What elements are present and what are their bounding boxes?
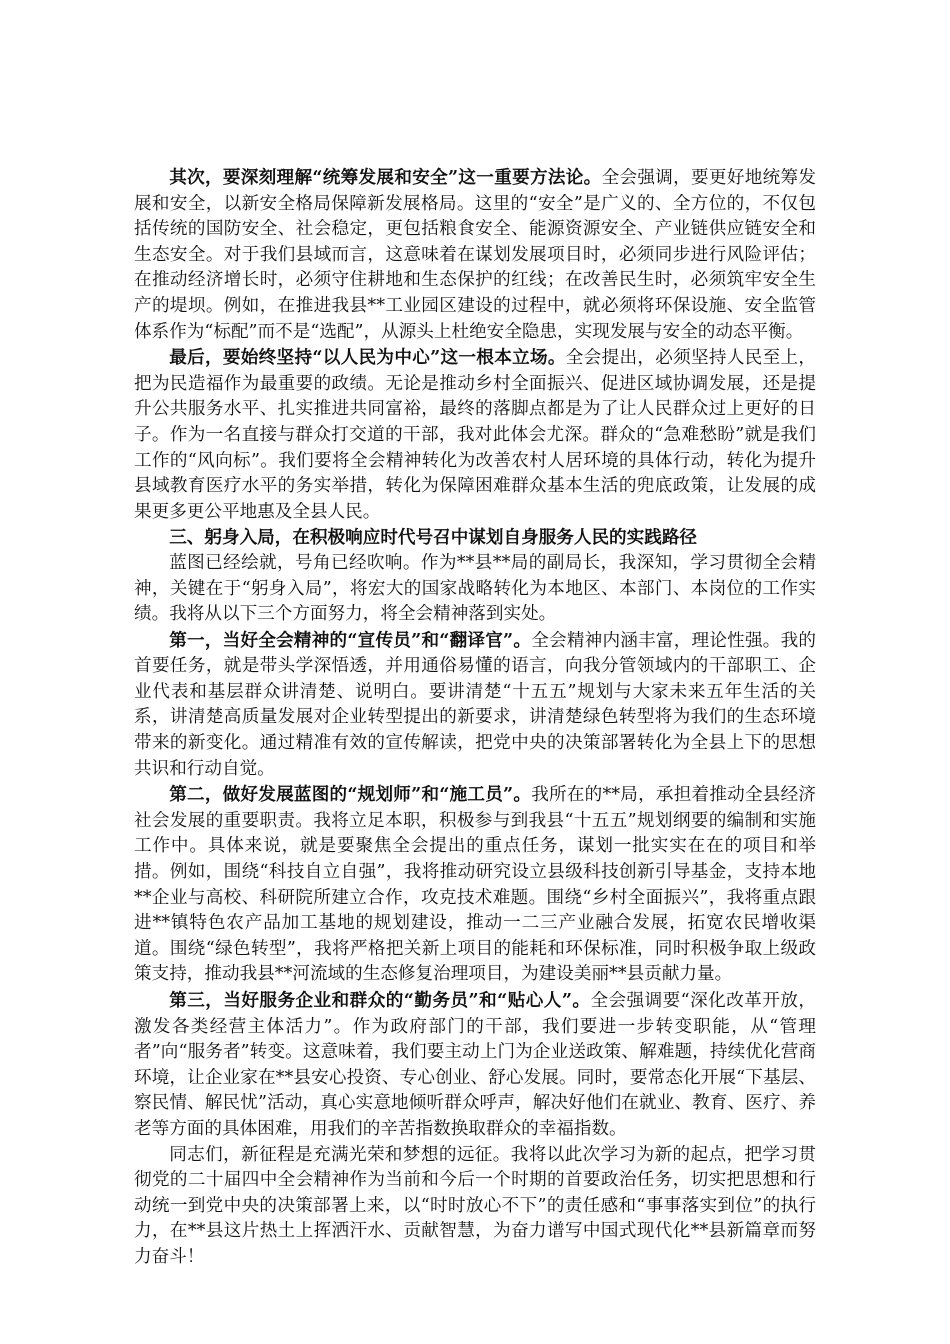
paragraph-finally: [134, 345, 816, 525]
paragraph-first: [134, 628, 816, 783]
paragraph-lead: 最后，要始终坚持“以人民为中心”这一根本立场。: [169, 347, 566, 369]
paragraph-body: 全会强调，要更好地统筹发展和安全，以新安全格局保障新发展格局。这里的“安全”是广义的、全方位的，不仅包括传统的国防安全、社会稳定，更包括粮食安全、能源资源安全、产业链供应链安全和生态安全。对于我们县域而言，这意味着在谋划发展项目时，必须同步进行风险评估；在推动经济增长时，必须守住耕地和生态保护的红线；在改善民生时，必须筑牢安全生产的堤坝。例如，在推进我县**工业园区建设的过程中，就必须将环保设施、安全监管体系作为“标配”而不是“选配”，从源头上杜绝安全隐患，实现发展与安全的动态平衡。: [134, 168, 816, 342]
paragraph-body: 同志们，新征程是充满光荣和梦想的远征。我将以此次学习为新的起点，把学习贯彻党的二十届四中全会精神作为当前和今后一个时期的首要政治任务，切实把思想和行动统一到党中央的决策部署上来，以“时时放心不下”的责任感和“事事落实到位”的执行力，在**县这片热土上挥洒汗水、贡献智慧，为奋力谱写中国式现代化**县新篇章而努力奋斗！: [134, 1144, 816, 1267]
paragraph-body: 全会精神内涵丰富，理论性强。我的首要任务，就是带头学深悟透，并用通俗易懂的语言，向我分管领域内的干部职工、企业代表和基层群众讲清楚、说明白。要讲清楚“十五五”规划与大家未来五年生活的关系，讲清楚高质量发展对企业转型提出的新要求，讲清楚绿色转型将为我们的生态环境带来的新变化。通过精准有效的宣传解读，把党中央的决策部署转化为全县上下的思想共识和行动自觉。: [134, 630, 816, 779]
paragraph-lead: 第一，当好全会精神的“宣传员”和“翻译官”。: [169, 629, 532, 651]
paragraph-body: 蓝图已经绘就，号角已经吹响。作为**县**局的副局长，我深知，学习贯彻全会精神，关键在于“躬身入局”，将宏大的国家战略转化为本地区、本部门、本岗位的工作实绩。我将从以下三个方面努力，将全会精神落到实处。: [134, 552, 816, 625]
paragraph-secondly: [134, 165, 816, 345]
paragraph-intro: [134, 551, 816, 628]
paragraph-lead: 第三，当好服务企业和群众的“勤务员”和“贴心人”。: [169, 990, 591, 1011]
paragraph-body: 全会强调要“深化改革开放，激发各类经营主体活力”。作为政府部门的干部，我们要进一步转变职能，从“管理者”向“服务者”转变。这意味着，我们要主动上门为企业送政策、解难题，持续优化营商环境，让企业家在**县安心投资、专心创业、舒心发展。同时，要常态化开展“下基层、察民情、解民忧”活动，真心实意地倾听群众呼声，解决好他们在就业、教育、医疗、养老等方面的具体困难，用我们的辛苦指数换取群众的幸福指数。: [134, 991, 817, 1139]
section-heading: 三、躬身入局，在积极响应时代号召中谋划自身服务人民的实践路径: [169, 527, 698, 549]
paragraph-lead: 第二，做好发展蓝图的“规划师”和“施工员”。: [169, 784, 532, 806]
document-page: [134, 165, 816, 1271]
paragraph-body: 全会提出，必须坚持人民至上，把为民造福作为最重要的政绩。无论是推动乡村全面振兴、促进区域协调发展，还是提升公共服务水平、扎实推进共同富裕，最终的落脚点都是为了让人民群众过上更好的日子。作为一名直接与群众打交道的干部，我对此体会尤深。群众的“急难愁盼”就是我们工作的“风向标”。我们要将全会精神转化为改善农村人居环境的具体行动，转化为提升县域教育医疗水平的务实举措，转化为保障困难群众基本生活的兜底政策，让发展的成果更多更公平地惠及全县人民。: [134, 348, 816, 522]
paragraph-third: [134, 988, 816, 1143]
paragraph-second: [134, 782, 816, 988]
paragraph-closing: [134, 1143, 816, 1271]
paragraph-body: 我所在的**局，承担着推动全县经济社会发展的重要职责。我将立足本职，积极参与到我县“十五五”规划纲要的编制和实施工作中。具体来说，就是要聚焦全会提出的重点任务，谋划一批实实在在的项目和举措。例如，围绕“科技自立自强”，我将推动研究设立县级科技创新引导基金，支持本地**企业与高校、科研院所建立合作，攻克技术难题。围绕“乡村全面振兴”，我将重点跟进**镇特色农产品加工基地的规划建设，推动一二三产业融合发展，拓宽农民增收渠道。围绕“绿色转型”，我将严格把关新上项目的能耗和环保标准，同时积极争取上级政策支持，推动我县**河流域的生态修复治理项目，为建设美丽**县贡献力量。: [134, 785, 816, 985]
paragraph-lead: 其次，要深刻理解“统筹发展和安全”这一重要方法论。: [169, 167, 602, 188]
